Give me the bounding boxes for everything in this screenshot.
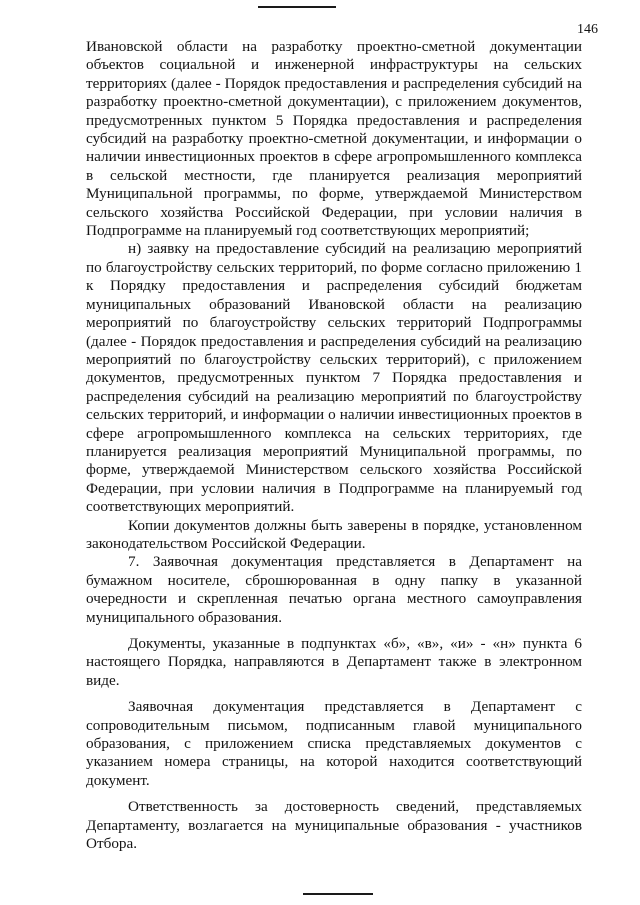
page-number: 146: [577, 22, 598, 37]
paragraph-copies: Копии документов должны быть заверены в порядке, установленном законодательством Российской Федерации.: [86, 516, 582, 552]
document-body: [86, 38, 582, 853]
paragraph-electronic: Документы, указанные в подпунктах «б», «в», «и» - «н» пункта 6 настоящего Порядка, направляются в Департамент также в электронном виде.: [86, 635, 582, 689]
paragraph-item-7: 7. Заявочная документация представляется в Департамент на бумажном носителе, сброшюрованная в одну папку в указанной очередности и скрепленная печатью органа местного самоуправления муниципального образования.: [86, 553, 582, 626]
bottom-divider: [303, 893, 373, 895]
paragraph-item-n: н) заявку на предоставление субсидий на реализацию мероприятий по благоустройству сельских территорий, по форме согласно приложению 1 к Порядку предоставления и распределения субсидий бюджетам муниципальных образований Ивановской области на реализацию мероприятий по благоустройству сельских территорий Подпрограммы (далее - Порядок предоставления и распределения субсидий на реализацию мероприятий по благоустройству сельских территорий), с приложением документов, предусмотренных пунктом 7 Порядка предоставления и распределения субсидий на реализацию мероприятий по благоустройству сельских территорий, и информации о наличии инвестиционных проектов в сфере агропромышленного комплекса на сельских территориях, где планируется реализация мероприятий Муниципальной программы, по форме, утверждаемой Министерством сельского хозяйства Российской Федерации, при условии наличия в Подпрограмме на планируемый год соответствующих мероприятий.: [86, 240, 582, 516]
paragraph-responsibility: Ответственность за достоверность сведений, представляемых Департаменту, возлагается на муниципальные образования - участников Отбора.: [86, 798, 582, 853]
paragraph-cover-letter: Заявочная документация представляется в Департамент с сопроводительным письмом, подписанным главой муниципального образования, с приложением списка представляемых документов с указанием номера страницы, на которой находится соответствующий документ.: [86, 698, 582, 789]
top-divider: [258, 6, 336, 8]
paragraph-continuation: Ивановской области на разработку проектно-сметной документации объектов социальной и инженерной инфраструктуры на сельских территориях (далее - Порядок предоставления и распределения субсидий на разработку проектно-сметной документации), с приложением документов, предусмотренных пунктом 5 Порядка предоставления и распределения субсидий на разработку проектно-сметной документации, и информации о наличии инвестиционных проектов в сфере агропромышленного комплекса в сельской местности, где планируется реализация мероприятий Муниципальной программы, по форме, утверждаемой Министерством сельского хозяйства Российской Федерации, при условии наличия в Подпрограмме на планируемый год соответствующих мероприятий;: [86, 38, 582, 240]
